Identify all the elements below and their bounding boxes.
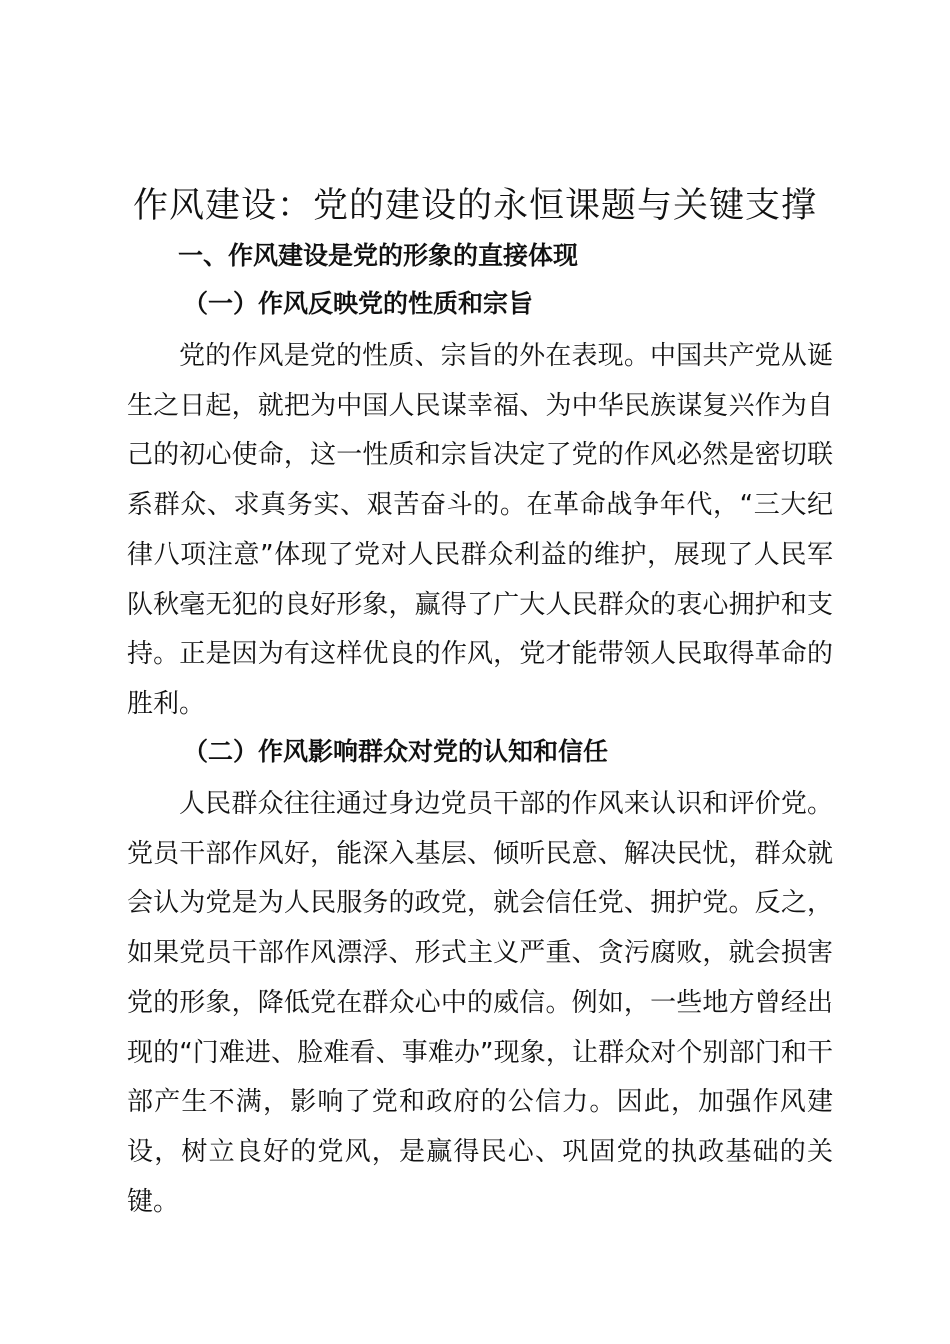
section-heading-1: 一、作风建设是党的形象的直接体现 (178, 241, 579, 270)
body-paragraph-1: 党的作风是党的性质、宗旨的外在表现。中国共产党从诞生之日起，就把为中国人民谋幸福、为中华民族谋复兴作为自己的初心使命，这一性质和宗旨决定了党的作风必然是密切联系群众、求真务实、艰苦奋斗的。在革命战争年代，“三大纪律八项注意”体现了党对人民群众利益的维护，展现了人民军队秋毫无犯的良好形象，赢得了广大人民群众的衷心拥护和支持。正是因为有这样优良的作风，党才能带领人民取得革命的胜利。 (127, 341, 833, 719)
subsection-heading-1: （一）作风反映党的性质和宗旨 (183, 289, 534, 318)
document-title: 作风建设：党的建设的永恒课题与关键支撑 (132, 186, 817, 226)
subsection-heading-2: （二）作风影响群众对党的认知和信任 (183, 737, 609, 766)
body-paragraph-2: 人民群众往往通过身边党员干部的作风来认识和评价党。党员干部作风好，能深入基层、倾听民意、解决民忧，群众就会认为党是为人民服务的政党，就会信任党、拥护党。反之，如果党员干部作风漂浮、形式主义严重、贪污腐败，就会损害党的形象，降低党在群众心中的威信。例如，一些地方曾经出现的“门难进、脸难看、事难办”现象，让群众对个别部门和干部产生不满，影响了党和政府的公信力。因此，加强作风建设，树立良好的党风，是赢得民心、巩固党的执政基础的关键。 (127, 789, 833, 1217)
